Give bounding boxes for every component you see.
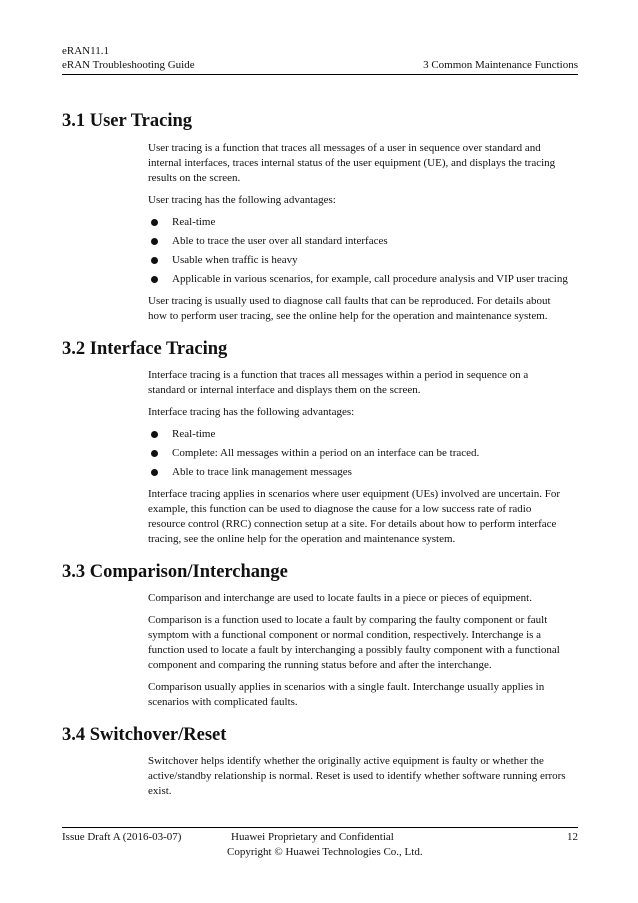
bullet-list bbox=[148, 215, 568, 287]
paragraph: Interface tracing applies in scenarios where user equipment (UEs) involved are uncertain. For example, this function can be used to diagnose the cause for a low success rate of radio resource control (RRC) connection setup at a site. For details about how to perform interface tracing, see the online help for the operation and maintenance system. bbox=[148, 488, 561, 545]
list-item bbox=[148, 427, 568, 442]
list-item-text: Able to trace link management messages bbox=[172, 466, 352, 478]
list-item-text: Complete: All messages within a period on an interface can be traced. bbox=[172, 447, 480, 459]
section-heading-interface-tracing: 3.2 Interface Tracing bbox=[62, 339, 228, 359]
list-item bbox=[148, 272, 568, 287]
header-product: eRAN11.1 bbox=[62, 45, 109, 57]
footer-copyright: Copyright © Huawei Technologies Co., Ltd. bbox=[227, 846, 423, 858]
section-body-interface-tracing bbox=[148, 368, 568, 547]
bullet-icon bbox=[151, 276, 158, 283]
list-item-text: Able to trace the user over all standard interfaces bbox=[172, 235, 388, 247]
page-header bbox=[62, 44, 578, 72]
header-guide-title: eRAN Troubleshooting Guide bbox=[62, 59, 195, 71]
list-item bbox=[148, 446, 568, 461]
section-body-comparison-interchange bbox=[148, 591, 568, 710]
paragraph: Switchover helps identify whether the originally active equipment is faulty or whether the active/standby relationship is normal. Reset is used to identify whether software running errors exist. bbox=[148, 755, 566, 797]
footer-confidential: Huawei Proprietary and Confidential bbox=[231, 831, 394, 843]
section-heading-user-tracing: 3.1 User Tracing bbox=[62, 111, 193, 131]
paragraph: Interface tracing is a function that traces all messages within a period in sequence on a standard or internal interface and displays them on the screen. bbox=[148, 369, 529, 396]
bullet-icon bbox=[151, 469, 158, 476]
bullet-icon bbox=[151, 219, 158, 226]
paragraph: User tracing has the following advantages: bbox=[148, 194, 336, 206]
list-item bbox=[148, 465, 568, 480]
bullet-icon bbox=[151, 238, 158, 245]
list-item-text: Real-time bbox=[172, 216, 216, 228]
paragraph: Comparison usually applies in scenarios with a single fault. Interchange usually applies in scenarios with complicated faults. bbox=[148, 681, 545, 708]
section-heading-comparison-interchange: 3.3 Comparison/Interchange bbox=[62, 562, 288, 582]
paragraph: User tracing is a function that traces all messages of a user in sequence over standard and internal interfaces, traces internal status of the user equipment (UE), and displays the tracing results on the screen. bbox=[148, 142, 556, 184]
list-item-text: Applicable in various scenarios, for example, call procedure analysis and VIP user tracing bbox=[172, 273, 568, 285]
list-item-text: Usable when traffic is heavy bbox=[172, 254, 298, 266]
page-content bbox=[62, 110, 578, 806]
header-chapter: 3 Common Maintenance Functions bbox=[423, 59, 578, 71]
list-item bbox=[148, 215, 568, 230]
paragraph: Comparison and interchange are used to locate faults in a piece or pieces of equipment. bbox=[148, 592, 532, 604]
list-item bbox=[148, 253, 568, 268]
bullet-icon bbox=[151, 257, 158, 264]
list-item bbox=[148, 234, 568, 249]
footer-divider bbox=[62, 827, 578, 828]
section-body-user-tracing bbox=[148, 141, 568, 324]
header-divider bbox=[62, 74, 578, 75]
paragraph: Comparison is a function used to locate a fault by comparing the faulty component or fault symptom with a functional component or normal condition, respectively. Interchange is a function used to locate a fault by interchanging a possibly faulty component with a functional component and comparing the running status before and after the interchange. bbox=[148, 614, 560, 671]
paragraph: Interface tracing has the following advantages: bbox=[148, 406, 355, 418]
bullet-icon bbox=[151, 450, 158, 457]
list-item-text: Real-time bbox=[172, 428, 216, 440]
footer-issue: Issue Draft A (2016-03-07) bbox=[62, 831, 182, 843]
bullet-icon bbox=[151, 431, 158, 438]
paragraph: User tracing is usually used to diagnose call faults that can be reproduced. For details about how to perform user tracing, see the online help for the operation and maintenance system. bbox=[148, 295, 551, 322]
page-number: 12 bbox=[567, 831, 578, 843]
section-body-switchover-reset bbox=[148, 754, 568, 799]
section-heading-switchover-reset: 3.4 Switchover/Reset bbox=[62, 725, 227, 745]
bullet-list bbox=[148, 427, 568, 480]
